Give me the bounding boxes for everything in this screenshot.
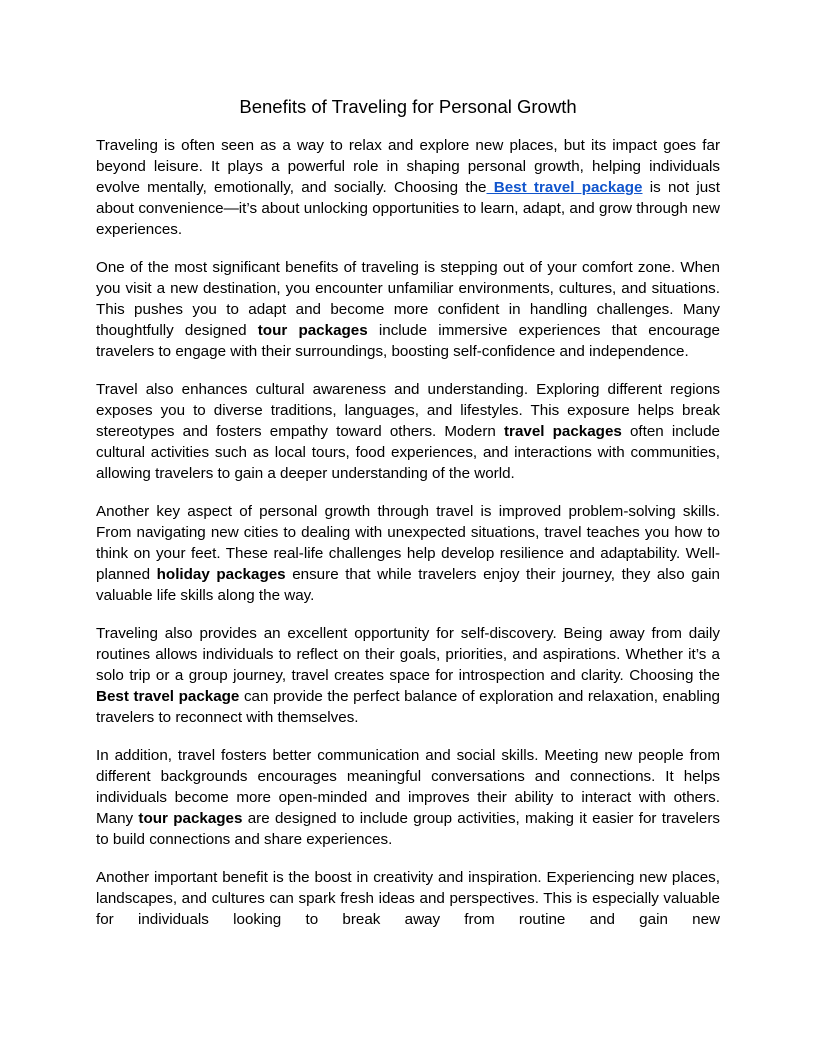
text: Another key aspect of personal growth through travel is improved problem-solving skills. From navigating new cities to dealing with unexpected situations, travel teaches you how to think on your feet. These real-life challenges help develop resilience and adaptability. Well-planned bbox=[96, 503, 720, 583]
paragraph-1 bbox=[96, 135, 720, 240]
text: often include cultural activities such as local tours, food experiences, and interactions with communities, allowing travelers to gain a deeper understanding of the world. bbox=[96, 423, 720, 482]
bold-keyword: tour packages bbox=[138, 810, 243, 827]
document-body bbox=[96, 135, 720, 947]
text: Traveling is often seen as a way to relax and explore new places, but its impact goes far beyond leisure. It plays a powerful role in shaping personal growth, helping individuals evolve mentally, emotionally, and socially. Choosing the bbox=[96, 137, 720, 196]
text: ensure that while travelers enjoy their journey, they also gain valuable life skills along the way. bbox=[96, 566, 721, 604]
text: include immersive experiences that encourage travelers to engage with their surroundings, boosting self-confidence and independence. bbox=[96, 322, 720, 360]
text: One of the most significant benefits of traveling is stepping out of your comfort zone. When you visit a new destination, you encounter unfamiliar environments, cultures, and situations. This pushes you to adapt and become more confident in handling challenges. Many thoughtfully designed bbox=[96, 259, 720, 339]
best-travel-package-link[interactable]: Best travel package bbox=[486, 179, 643, 196]
paragraph-4 bbox=[96, 501, 720, 606]
paragraph-3 bbox=[96, 379, 720, 484]
bold-keyword: tour packages bbox=[257, 322, 368, 339]
paragraph-7 bbox=[96, 867, 720, 930]
text: is not just about convenience—it’s about unlocking opportunities to learn, adapt, and grow through new experiences. bbox=[96, 179, 720, 238]
paragraph-6 bbox=[96, 745, 720, 850]
text: Another important benefit is the boost in creativity and inspiration. Experiencing new places, landscapes, and cultures can spark fresh ideas and perspectives. This is especially valuable for individuals looking to break away from routine and gain new bbox=[96, 869, 720, 928]
text: Traveling also provides an excellent opportunity for self-discovery. Being away from daily routines allows individuals to reflect on their goals, priorities, and aspirations. Whether it’s a solo trip or a group journey, travel creates space for introspection and clarity. Choosing the bbox=[96, 625, 720, 684]
bold-keyword: travel packages bbox=[503, 423, 622, 440]
text: are designed to include group activities, making it easier for travelers to build connections and share experiences. bbox=[96, 810, 720, 848]
text: Travel also enhances cultural awareness and understanding. Exploring different regions exposes you to diverse traditions, languages, and lifestyles. This exposure helps break stereotypes and fosters empathy toward others. Modern bbox=[96, 381, 720, 440]
text: can provide the perfect balance of exploration and relaxation, enabling travelers to reconnect with themselves. bbox=[96, 688, 720, 726]
text: In addition, travel fosters better communication and social skills. Meeting new people from different backgrounds encourages meaningful conversations and connections. It helps individuals become more open-minded and improves their ability to interact with others. Many bbox=[96, 747, 720, 827]
document-title: Benefits of Traveling for Personal Growth bbox=[239, 96, 577, 117]
paragraph-5 bbox=[96, 623, 720, 728]
bold-keyword: holiday packages bbox=[156, 566, 286, 583]
paragraph-2 bbox=[96, 257, 720, 362]
bold-keyword: Best travel package bbox=[96, 688, 240, 705]
